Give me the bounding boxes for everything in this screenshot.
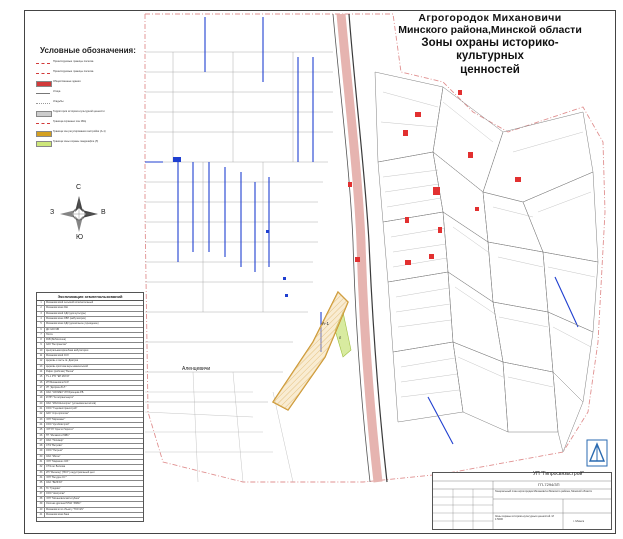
row-text: ЧУП "Бегудин О.Г." xyxy=(46,475,67,479)
public-buildings xyxy=(348,90,521,265)
row-number: 23 xyxy=(38,417,45,422)
row-number: 19 xyxy=(38,395,45,400)
row-number: 6 xyxy=(38,327,45,332)
row-text: ИП Михановичи М.Р. xyxy=(46,380,69,384)
company-logo xyxy=(586,439,608,467)
legend-text: Граница зоны охраны ландшафта (Л) xyxy=(53,140,99,143)
legend-symbol xyxy=(36,103,50,104)
title-line-4: ценностей xyxy=(460,63,520,76)
row-text: ЧУТУП "Кристо Пиритос" xyxy=(46,428,74,432)
row-text: ЧУП "Мариахиз Э.В." xyxy=(46,460,70,463)
row-text: Михановичи по объекту "ТКИ ЖЧ" xyxy=(46,507,84,511)
compass-east: В xyxy=(101,209,106,216)
row-number: 20 xyxy=(38,401,45,406)
row-number: 40 xyxy=(38,507,45,512)
legend-symbol xyxy=(36,123,50,124)
stamp-sheet-title: Зоны охраны историко-культурных ценностей. М 1:5000 xyxy=(495,515,554,522)
stamp-place: г. Минск xyxy=(573,519,585,523)
row-text: ОАО "БЕЛГАЗ" xyxy=(46,481,63,485)
row-number: 24 xyxy=(38,422,45,427)
row-text: ОАО "МАЗ-Мелиоргаз" (установка металлов) xyxy=(46,401,96,405)
row-number: 3 xyxy=(38,311,45,316)
row-number: 31 xyxy=(38,459,45,464)
row-text: ЗАО "Агро-пропогаз" xyxy=(46,412,69,416)
row-number: 18 xyxy=(38,390,45,395)
map-canvas xyxy=(143,12,613,532)
table-row xyxy=(37,512,143,518)
row-text: КУПП "Атомтрансэнерго" xyxy=(46,396,74,400)
legend-symbol xyxy=(36,73,50,74)
row-text: Михановичский СДК (дом культуры) xyxy=(46,311,86,315)
row-text: ОАО "Мичэк" xyxy=(46,454,61,458)
row-text: Михановичский сельский исполнительный xyxy=(46,301,94,304)
row-text: Михановичский ССХ xyxy=(46,354,69,357)
row-text: ЧУП "Мирапакет" xyxy=(46,417,66,421)
zone-a1-label: А-1 xyxy=(322,321,330,326)
row-text: ООО "Тэцкомиптрансстрой" xyxy=(46,407,78,410)
row-number: 39 xyxy=(38,501,45,506)
explication-table xyxy=(36,292,144,522)
row-number: 28 xyxy=(38,443,45,448)
compass-rose xyxy=(50,184,106,250)
row-text: Почта xyxy=(46,332,53,336)
row-number: 35 xyxy=(38,480,45,485)
main-highway xyxy=(341,14,378,482)
row-number: 9 xyxy=(38,342,45,347)
row-text: ООО "Нетрекс" xyxy=(46,449,63,453)
row-text: ОАО "СИЛМЕХ" ИП Бринцева Р.В. xyxy=(46,391,85,395)
row-number: 10 xyxy=(38,348,45,353)
row-number: 25 xyxy=(38,427,45,432)
row-number: 13 xyxy=(38,364,45,369)
stamp-project: Генеральный план агрогородка Михановичи Минского района, Минской области xyxy=(495,490,593,493)
row-number: 38 xyxy=(38,496,45,501)
village-label: Аленцевичи xyxy=(182,366,211,372)
row-text: ООО "Купибовстрой" xyxy=(46,422,70,426)
row-text: ООО "Авитрогаз" xyxy=(46,491,66,495)
row-number: 27 xyxy=(38,438,45,443)
legend-item xyxy=(36,120,136,126)
title-line-1: Агрогородок Михановичи xyxy=(418,12,562,24)
row-text: СТЭ им. Волкова xyxy=(46,465,66,469)
compass-north: С xyxy=(76,184,82,191)
legend-symbol xyxy=(36,63,50,64)
legend-symbol xyxy=(36,111,52,117)
row-number: 5 xyxy=(38,321,45,326)
row-number: 21 xyxy=(38,406,45,411)
row-number: 37 xyxy=(38,491,45,496)
row-number: 4 xyxy=(38,316,45,321)
row-text: Церковь христиан веры евангельской xyxy=(46,364,88,368)
row-number: 14 xyxy=(38,369,45,374)
legend-text: Территория историко-культурной ценности xyxy=(53,110,105,113)
row-number: 41 xyxy=(38,512,45,517)
legend-symbol xyxy=(36,81,52,87)
row-number: 33 xyxy=(38,470,45,475)
legend-text: Граница зон регулирования застройки (А-1) xyxy=(53,130,106,133)
legend-item xyxy=(36,140,136,146)
map-title xyxy=(395,12,585,77)
row-number: 2 xyxy=(38,305,45,310)
row-text: ЗАО "Белтрансгаз" xyxy=(46,343,67,347)
legend-item xyxy=(36,100,136,106)
legend-text: Улица xyxy=(53,90,61,93)
row-number: 26 xyxy=(38,433,45,438)
compass-west: З xyxy=(50,209,55,216)
row-text: ТЧ-1 РТУ "ЕП МСУЭ" xyxy=(46,375,70,379)
row-text: ТП "Мелавита ЛЭВС" xyxy=(46,433,70,437)
row-number: 7 xyxy=(38,332,45,337)
compass-south: Ю xyxy=(76,234,84,241)
row-number: 34 xyxy=(38,475,45,480)
row-text: Михановичская баня xyxy=(46,513,70,516)
row-text: Михановичская СШ xyxy=(46,306,68,310)
row-number: 8 xyxy=(38,337,45,342)
row-text: СТЭ "Ветрова" xyxy=(46,444,63,448)
row-text: УП "Дисрмон В.Л." xyxy=(46,385,67,389)
row-text: Церковь и часть св. Дмитрия xyxy=(46,359,79,363)
row-number: 36 xyxy=(38,486,45,491)
row-text: Центральная врачебная амбулатория xyxy=(46,348,89,352)
legend-text: Общественные здания xyxy=(53,80,81,83)
row-number: 17 xyxy=(38,385,45,390)
title-line-2: Минского района,Минской области xyxy=(398,24,582,37)
legend-item xyxy=(36,80,136,86)
landscape-zone-label: Л xyxy=(339,336,342,340)
row-text: Михановичская СДК (дошкольное учреждение) xyxy=(46,322,99,326)
stamp-code: ГП-7294/3П xyxy=(538,482,560,487)
legend-text: Граница охранных зон ИКЦ xyxy=(53,120,87,123)
legend-item xyxy=(36,130,136,136)
legend-title: Условные обозначения: xyxy=(40,46,136,55)
pond xyxy=(173,157,181,162)
stamp-company: УП "Гипросвязьстрой" xyxy=(533,471,585,477)
row-text: Михановичская ОВП (амбулатория) xyxy=(46,316,86,320)
row-text: ДК ОАО МБ xyxy=(46,327,60,331)
row-number: 32 xyxy=(38,464,45,469)
title-block xyxy=(432,472,612,530)
row-text: РАВ (Библиотека) xyxy=(46,338,66,342)
row-text: Рафис (рабочая) "Весна" xyxy=(46,369,74,373)
legend-symbol xyxy=(36,93,50,94)
row-text: Охотная дрягина РУМА "ЗМБС" xyxy=(46,502,82,506)
row-number: 1 xyxy=(38,300,45,305)
legend-text: Проектируемые границы поселка xyxy=(53,60,94,63)
field-strips xyxy=(145,52,333,402)
row-text: ОАО "Полимир" xyxy=(46,438,64,442)
legend-symbol xyxy=(36,131,52,137)
legend-item xyxy=(36,70,136,76)
row-number: 12 xyxy=(38,358,45,363)
row-text: ИП "Мегасад" ("ВСУ") индустриальный цент xyxy=(46,470,95,474)
row-text: ГС "Гридива" xyxy=(46,486,61,490)
row-text: ЧУП "Михановичский клубник" xyxy=(46,497,80,501)
row-number: 29 xyxy=(38,448,45,453)
title-line-3: Зоны охраны историко-культурных xyxy=(421,36,559,63)
legend-text: Проектируемые границы поселка xyxy=(53,70,94,73)
legend-text: Усадьбы xyxy=(53,100,64,103)
row-number: 30 xyxy=(38,454,45,459)
row-number: 22 xyxy=(38,411,45,416)
legend-item xyxy=(36,60,136,66)
row-number: 15 xyxy=(38,374,45,379)
row-number: 11 xyxy=(38,353,45,358)
legend-item xyxy=(36,110,136,116)
legend-symbol xyxy=(36,141,52,147)
explication-title: Экспликация землепользований xyxy=(37,293,143,301)
legend-item xyxy=(36,90,136,96)
row-number: 16 xyxy=(38,380,45,385)
